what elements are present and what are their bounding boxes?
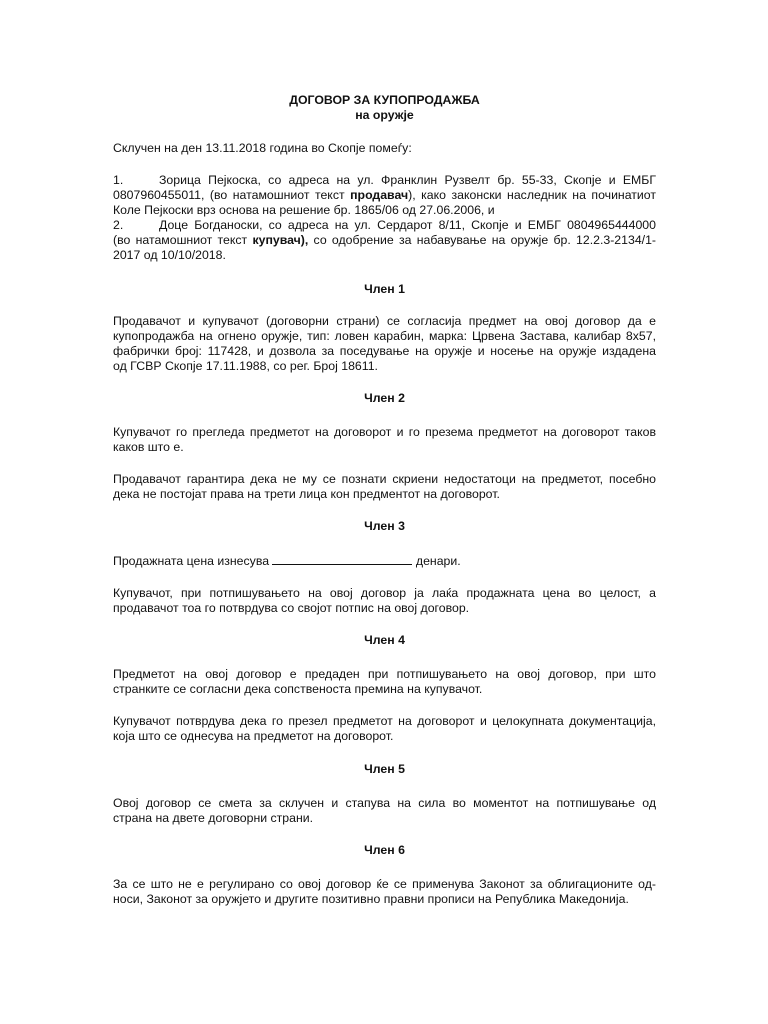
clause-6-paragraph-1 bbox=[113, 877, 656, 907]
clause-1-text bbox=[113, 314, 656, 374]
party-1-line-1: Зорица Пејкоска, со адреса на ул. Франклин Рузвелт бр. 55-33, Скопје и ЕМБГ bbox=[159, 173, 656, 187]
clause-3-heading: Член 3 bbox=[364, 519, 405, 533]
clause-2-paragraph-1 bbox=[113, 425, 656, 455]
party-2-line-3: 2017 од 10/10/2018. bbox=[113, 248, 226, 262]
party-2-line-2-post: со одобрение за набавување на оружје бр. 12.2.3-2134/1- bbox=[308, 233, 657, 247]
intro-text: Склучен на ден 13.11.2018 година во Скопје помеѓу: bbox=[113, 141, 412, 155]
clause-2-p1-line: каков што е. bbox=[113, 440, 184, 454]
buyer-term: купувач), bbox=[252, 233, 309, 247]
party-2-line-1: Доце Богданоски, со адреса на ул. Сердарот 8/11, Скопје и ЕМБГ 0804965444000 bbox=[159, 218, 656, 232]
seller-term: продавач bbox=[350, 188, 409, 202]
clause-3-paragraph-2 bbox=[113, 586, 656, 616]
price-currency: денари. bbox=[415, 554, 461, 568]
clause-6-p1-line: носи, Законот за оружјето и другите позитивно правни прописи на Република Македонија. bbox=[113, 892, 629, 906]
document-subtitle: на оружје bbox=[355, 108, 414, 122]
party-1 bbox=[113, 173, 656, 218]
clause-5-paragraph-1 bbox=[113, 796, 656, 826]
clause-4-paragraph-2 bbox=[113, 714, 656, 744]
clause-1-line: Продавачот и купувачот (договорни страни) се согласија предмет на овој договор да е bbox=[113, 314, 656, 328]
clause-1-heading: Член 1 bbox=[364, 282, 405, 296]
clause-2-p2-line: дека не постојат права на трети лица кон предментот на договорот. bbox=[113, 487, 500, 501]
clause-2-p1-line: Купувачот го прегледа предметот на договорот и го презема предметот на договорот таков bbox=[113, 425, 656, 439]
clause-6-p1-line: За се што не е регулирано со овој договор ќе се применува Законот за облигационите од- bbox=[113, 877, 656, 891]
clause-1-line: фабрички број: 117428, и дозвола за поседување на оружје и носење на оружје издадена bbox=[113, 344, 656, 358]
party-1-number: 1. bbox=[113, 173, 124, 187]
clause-4-paragraph-1 bbox=[113, 667, 656, 697]
party-1-line-2-post: ), како законски наследник на починатиот bbox=[408, 188, 656, 202]
clause-1-line: купопродажба на огнено оружје, тип: ловен карабин, марка: Црвена Застава, калибар 8х57, bbox=[113, 329, 656, 343]
clause-4-heading: Член 4 bbox=[364, 633, 405, 647]
clause-4-p1-line: Предметот на овој договор е предаден при потпишувањето на овој договор, при што bbox=[113, 667, 656, 681]
party-2-line-2-pre: (во натамошниот текст bbox=[113, 233, 253, 247]
clause-1-line: од ГСВР Скопје 17.11.1988, со рег. Број 18611. bbox=[113, 359, 378, 373]
clause-4-p2-line: која што се однесува на предметот на договорот. bbox=[113, 729, 394, 743]
price-label: Продажната цена изнесува bbox=[113, 554, 270, 568]
party-2 bbox=[113, 218, 656, 263]
clause-4-p2-line: Купувачот потврдува дека го презел предметот на договорот и целокупната документација, bbox=[113, 714, 656, 728]
clause-3-p2-line: продавачот тоа го потврдува со својот потпис на овој договор. bbox=[113, 601, 470, 615]
clause-3-p2-line: Купувачот, при потпишувањето на овој договор ја лаќа продажната цена во целост, а bbox=[113, 586, 656, 600]
document-title: ДОГОВОР ЗА КУПОПРОДАЖБА bbox=[289, 93, 480, 107]
party-1-line-2-pre: 0807960455011, (во натамошниот текст bbox=[113, 188, 351, 202]
clause-6-heading: Член 6 bbox=[364, 843, 405, 857]
clause-5-p1-line: страна на двете договорни страни. bbox=[113, 811, 314, 825]
price-blank-line bbox=[272, 553, 412, 565]
clause-4-p1-line: странките се согласни дека сопственоста премина на купувачот. bbox=[113, 682, 483, 696]
clause-2-p2-line: Продавачот гарантира дека не му се познати скриени недостатоци на предметот, посебно bbox=[113, 472, 656, 486]
clause-5-heading: Член 5 bbox=[364, 762, 405, 776]
clause-5-p1-line: Овој договор се смета за склучен и стапува на сила во моментот на потпишување од bbox=[113, 796, 656, 810]
party-1-line-3: Коле Пејкоски врз основа на решение бр. 1865/06 од 27.06.2006, и bbox=[113, 203, 495, 217]
clause-2-paragraph-2 bbox=[113, 472, 656, 502]
clause-3-price-line bbox=[113, 553, 656, 569]
clause-2-heading: Член 2 bbox=[364, 391, 405, 405]
party-2-number: 2. bbox=[113, 218, 124, 232]
